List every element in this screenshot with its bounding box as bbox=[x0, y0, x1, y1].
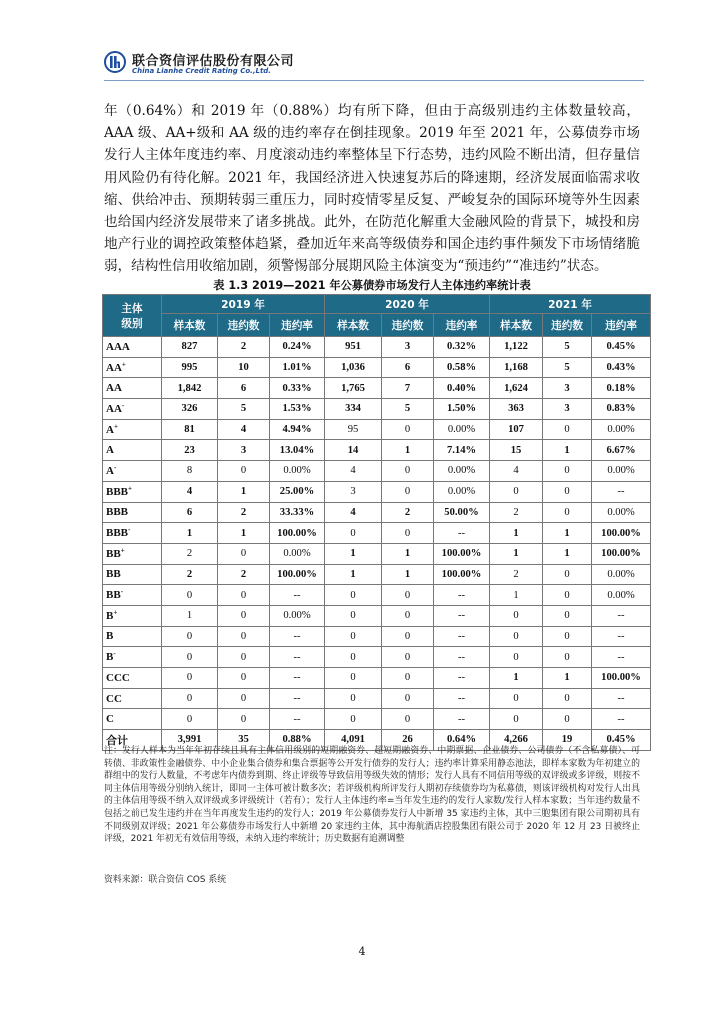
value-cell: 0 bbox=[490, 709, 543, 730]
value-cell: 1,168 bbox=[490, 357, 543, 378]
grade-cell bbox=[103, 709, 162, 730]
value-cell: 6 bbox=[382, 357, 434, 378]
value-cell: 0.40% bbox=[434, 378, 490, 399]
value-cell: 0 bbox=[382, 647, 434, 668]
grade-label: BBB bbox=[106, 485, 129, 498]
value-cell: 25.00% bbox=[270, 481, 325, 502]
value-cell: -- bbox=[270, 688, 325, 709]
value-cell: 1 bbox=[490, 543, 543, 564]
value-cell: 0 bbox=[218, 585, 270, 606]
grade-modifier: + bbox=[121, 359, 126, 368]
value-cell: 0 bbox=[162, 585, 218, 606]
value-cell: 0 bbox=[162, 709, 218, 730]
value-cell: 1.53% bbox=[270, 399, 325, 420]
value-cell: 7 bbox=[382, 378, 434, 399]
value-cell: 0 bbox=[325, 668, 382, 689]
value-cell: 0 bbox=[218, 543, 270, 564]
value-cell: -- bbox=[434, 605, 490, 626]
table-row bbox=[103, 378, 651, 399]
grade-cell bbox=[103, 440, 162, 461]
value-cell: 0 bbox=[382, 688, 434, 709]
total-value-cell: 4,091 bbox=[325, 730, 382, 751]
page-number: 4 bbox=[358, 945, 366, 958]
sub-header-defaults: 违约数 bbox=[218, 314, 270, 337]
value-cell: 0 bbox=[218, 668, 270, 689]
table-row bbox=[103, 668, 651, 689]
grade-cell bbox=[103, 399, 162, 420]
total-value-cell: 35 bbox=[218, 730, 270, 751]
value-cell: -- bbox=[270, 626, 325, 647]
value-cell: 0 bbox=[543, 709, 592, 730]
value-cell: 1 bbox=[543, 440, 592, 461]
grade-modifier: - bbox=[113, 463, 117, 472]
value-cell: 100.00% bbox=[270, 523, 325, 544]
value-cell: 995 bbox=[162, 357, 218, 378]
value-cell: 13.04% bbox=[270, 440, 325, 461]
value-cell: 2 bbox=[218, 337, 270, 358]
value-cell: 1 bbox=[382, 440, 434, 461]
grade-label: AA bbox=[106, 402, 122, 415]
grade-cell bbox=[103, 502, 162, 523]
value-cell: -- bbox=[270, 709, 325, 730]
value-cell: 0 bbox=[543, 502, 592, 523]
value-cell: 0.00% bbox=[434, 481, 490, 502]
value-cell: 0 bbox=[325, 605, 382, 626]
value-cell: 0 bbox=[218, 605, 270, 626]
value-cell: 0.45% bbox=[592, 337, 651, 358]
grade-label: A bbox=[106, 444, 114, 457]
page-header bbox=[104, 50, 644, 82]
value-cell: 81 bbox=[162, 419, 218, 440]
value-cell: 5 bbox=[543, 337, 592, 358]
value-cell: -- bbox=[592, 481, 651, 502]
sub-header-sample: 样本数 bbox=[162, 314, 218, 337]
value-cell: 326 bbox=[162, 399, 218, 420]
value-cell: -- bbox=[270, 647, 325, 668]
value-cell: 1,842 bbox=[162, 378, 218, 399]
value-cell: 2 bbox=[382, 502, 434, 523]
value-cell: 3 bbox=[382, 337, 434, 358]
value-cell: 363 bbox=[490, 399, 543, 420]
value-cell: 100.00% bbox=[434, 564, 490, 585]
value-cell: 0.43% bbox=[592, 357, 651, 378]
value-cell: 15 bbox=[490, 440, 543, 461]
grade-label: BB bbox=[106, 589, 121, 602]
value-cell: 3 bbox=[543, 399, 592, 420]
value-cell: 0 bbox=[490, 688, 543, 709]
value-cell: 0.00% bbox=[270, 543, 325, 564]
value-cell: 0 bbox=[382, 668, 434, 689]
value-cell: 1 bbox=[490, 668, 543, 689]
value-cell: 0 bbox=[325, 709, 382, 730]
table-caption: 表 1.3 2019—2021 年公募债券市场发行人主体违约率统计表 bbox=[213, 279, 531, 292]
value-cell: 0.00% bbox=[592, 564, 651, 585]
value-cell: 1,036 bbox=[325, 357, 382, 378]
value-cell: 2 bbox=[490, 502, 543, 523]
value-cell: 0 bbox=[382, 626, 434, 647]
value-cell: 3 bbox=[325, 481, 382, 502]
value-cell: 0 bbox=[325, 585, 382, 606]
value-cell: 0 bbox=[490, 605, 543, 626]
grade-label: B bbox=[106, 630, 114, 643]
value-cell: 4.94% bbox=[270, 419, 325, 440]
table-row bbox=[103, 461, 651, 482]
grade-modifier: + bbox=[113, 608, 118, 617]
value-cell: 334 bbox=[325, 399, 382, 420]
total-label: 合计 bbox=[103, 730, 162, 751]
value-cell: 1 bbox=[325, 543, 382, 564]
value-cell: 100.00% bbox=[270, 564, 325, 585]
year-header-2021: 2021 年 bbox=[490, 295, 651, 314]
value-cell: 0 bbox=[162, 688, 218, 709]
header-divider bbox=[104, 80, 644, 81]
value-cell: -- bbox=[434, 668, 490, 689]
value-cell: 0 bbox=[543, 481, 592, 502]
table-row bbox=[103, 605, 651, 626]
value-cell: 1 bbox=[543, 523, 592, 544]
value-cell: -- bbox=[592, 709, 651, 730]
value-cell: 3 bbox=[218, 440, 270, 461]
value-cell: 1.50% bbox=[434, 399, 490, 420]
value-cell: 2 bbox=[218, 564, 270, 585]
grade-header-line1: 主体 bbox=[121, 302, 143, 315]
value-cell: -- bbox=[434, 626, 490, 647]
total-value-cell: 0.88% bbox=[270, 730, 325, 751]
value-cell: 0 bbox=[382, 709, 434, 730]
sub-header-rate: 违约率 bbox=[270, 314, 325, 337]
sub-header-sample: 样本数 bbox=[325, 314, 382, 337]
value-cell: -- bbox=[270, 585, 325, 606]
value-cell: -- bbox=[592, 605, 651, 626]
value-cell: 1 bbox=[162, 605, 218, 626]
value-cell: 1 bbox=[490, 585, 543, 606]
value-cell: 5 bbox=[382, 399, 434, 420]
table-row bbox=[103, 419, 651, 440]
value-cell: 0.00% bbox=[592, 419, 651, 440]
grade-cell bbox=[103, 357, 162, 378]
value-cell: 0 bbox=[490, 647, 543, 668]
value-cell: 14 bbox=[325, 440, 382, 461]
grade-label: BB bbox=[106, 547, 121, 560]
value-cell: 0.18% bbox=[592, 378, 651, 399]
value-cell: 23 bbox=[162, 440, 218, 461]
value-cell: 33.33% bbox=[270, 502, 325, 523]
value-cell: 100.00% bbox=[592, 668, 651, 689]
value-cell: 1 bbox=[382, 564, 434, 585]
value-cell: 100.00% bbox=[592, 543, 651, 564]
value-cell: 0.00% bbox=[592, 585, 651, 606]
value-cell: 0 bbox=[543, 419, 592, 440]
sub-header-defaults: 违约数 bbox=[382, 314, 434, 337]
value-cell: 1 bbox=[490, 523, 543, 544]
grade-cell bbox=[103, 626, 162, 647]
value-cell: 0 bbox=[382, 481, 434, 502]
grade-modifier: + bbox=[120, 546, 125, 555]
grade-modifier: - bbox=[113, 649, 116, 658]
value-cell: 0 bbox=[490, 481, 543, 502]
table-row bbox=[103, 543, 651, 564]
value-cell: 50.00% bbox=[434, 502, 490, 523]
value-cell: 0 bbox=[382, 585, 434, 606]
grade-cell bbox=[103, 668, 162, 689]
value-cell: 0 bbox=[382, 605, 434, 626]
grade-cell bbox=[103, 419, 162, 440]
value-cell: 1 bbox=[382, 543, 434, 564]
grade-cell bbox=[103, 564, 162, 585]
body-paragraph bbox=[104, 100, 640, 278]
grade-label: CC bbox=[106, 692, 122, 705]
value-cell: 1 bbox=[543, 543, 592, 564]
table-row bbox=[103, 399, 651, 420]
value-cell: 1,122 bbox=[490, 337, 543, 358]
value-cell: 827 bbox=[162, 337, 218, 358]
total-value-cell: 4,266 bbox=[490, 730, 543, 751]
grade-header-line2: 级别 bbox=[121, 317, 143, 330]
value-cell: 0 bbox=[162, 668, 218, 689]
value-cell: 1 bbox=[218, 523, 270, 544]
value-cell: 0.00% bbox=[434, 419, 490, 440]
value-cell: -- bbox=[592, 647, 651, 668]
grade-cell bbox=[103, 543, 162, 564]
total-value-cell: 19 bbox=[543, 730, 592, 751]
grade-label: BBB bbox=[106, 506, 129, 519]
value-cell: -- bbox=[592, 626, 651, 647]
value-cell: -- bbox=[434, 585, 490, 606]
grade-cell bbox=[103, 337, 162, 358]
value-cell: 4 bbox=[490, 461, 543, 482]
table-row bbox=[103, 626, 651, 647]
grade-label: AAA bbox=[106, 340, 130, 353]
sub-header-rate: 违约率 bbox=[434, 314, 490, 337]
value-cell: 0 bbox=[325, 523, 382, 544]
value-cell: 2 bbox=[218, 502, 270, 523]
grade-label: C bbox=[106, 713, 114, 726]
value-cell: 0 bbox=[382, 523, 434, 544]
value-cell: 5 bbox=[543, 357, 592, 378]
grade-label: BB bbox=[106, 568, 121, 581]
grade-label: A bbox=[106, 423, 114, 436]
value-cell: -- bbox=[434, 709, 490, 730]
total-value-cell: 0.64% bbox=[434, 730, 490, 751]
value-cell: 0 bbox=[218, 688, 270, 709]
value-cell: 0.24% bbox=[270, 337, 325, 358]
value-cell: -- bbox=[592, 688, 651, 709]
value-cell: 0.00% bbox=[592, 502, 651, 523]
value-cell: 6.67% bbox=[592, 440, 651, 461]
value-cell: 100.00% bbox=[434, 543, 490, 564]
table-row bbox=[103, 502, 651, 523]
value-cell: 0 bbox=[382, 419, 434, 440]
table-row bbox=[103, 585, 651, 606]
value-cell: 0.00% bbox=[270, 605, 325, 626]
grade-cell bbox=[103, 688, 162, 709]
value-cell: 95 bbox=[325, 419, 382, 440]
value-cell: 0 bbox=[218, 709, 270, 730]
table-row bbox=[103, 688, 651, 709]
value-cell: 6 bbox=[218, 378, 270, 399]
table-row bbox=[103, 523, 651, 544]
grade-label: CCC bbox=[106, 671, 130, 684]
value-cell: 0.00% bbox=[270, 461, 325, 482]
value-cell: -- bbox=[434, 688, 490, 709]
table-row bbox=[103, 564, 651, 585]
value-cell: 0 bbox=[543, 605, 592, 626]
total-value-cell: 0.45% bbox=[592, 730, 651, 751]
table-body bbox=[103, 337, 651, 751]
value-cell: 100.00% bbox=[592, 523, 651, 544]
grade-label: B bbox=[106, 651, 114, 664]
grade-cell bbox=[103, 523, 162, 544]
table-row bbox=[103, 647, 651, 668]
value-cell: 0 bbox=[543, 461, 592, 482]
value-cell: 0 bbox=[543, 585, 592, 606]
value-cell: 1 bbox=[543, 668, 592, 689]
value-cell: 2 bbox=[162, 543, 218, 564]
grade-label: AA bbox=[106, 382, 122, 395]
table-row bbox=[103, 337, 651, 358]
table-row bbox=[103, 481, 651, 502]
grade-modifier: - bbox=[120, 587, 124, 596]
value-cell: 107 bbox=[490, 419, 543, 440]
value-cell: -- bbox=[434, 523, 490, 544]
grade-label: A bbox=[106, 464, 114, 477]
value-cell: 1,765 bbox=[325, 378, 382, 399]
value-cell: 10 bbox=[218, 357, 270, 378]
value-cell: 7.14% bbox=[434, 440, 490, 461]
table-row bbox=[103, 709, 651, 730]
grade-modifier: - bbox=[128, 525, 131, 534]
total-value-cell: 3,991 bbox=[162, 730, 218, 751]
value-cell: 0.83% bbox=[592, 399, 651, 420]
value-cell: -- bbox=[434, 647, 490, 668]
value-cell: 0 bbox=[325, 626, 382, 647]
value-cell: 0 bbox=[543, 688, 592, 709]
grade-label: AA bbox=[106, 361, 122, 374]
year-header-2019: 2019 年 bbox=[162, 295, 325, 314]
table-row bbox=[103, 357, 651, 378]
grade-cell bbox=[103, 585, 162, 606]
value-cell: 0 bbox=[382, 461, 434, 482]
value-cell: 2 bbox=[490, 564, 543, 585]
value-cell: 951 bbox=[325, 337, 382, 358]
value-cell: 0 bbox=[162, 626, 218, 647]
grade-header bbox=[103, 295, 162, 337]
value-cell: 0 bbox=[218, 647, 270, 668]
value-cell: 0.32% bbox=[434, 337, 490, 358]
grade-cell bbox=[103, 647, 162, 668]
value-cell: 0 bbox=[490, 626, 543, 647]
value-cell: 1.01% bbox=[270, 357, 325, 378]
grade-modifier: + bbox=[128, 484, 133, 492]
grade-cell bbox=[103, 605, 162, 626]
value-cell: 0.58% bbox=[434, 357, 490, 378]
grade-cell bbox=[103, 461, 162, 482]
value-cell: 0 bbox=[218, 626, 270, 647]
value-cell: 0 bbox=[325, 647, 382, 668]
value-cell: 2 bbox=[162, 564, 218, 585]
value-cell: 4 bbox=[218, 419, 270, 440]
table-row bbox=[103, 440, 651, 461]
value-cell: 1 bbox=[218, 481, 270, 502]
value-cell: 4 bbox=[325, 502, 382, 523]
value-cell: 0 bbox=[162, 647, 218, 668]
data-source: 资料来源：联合资信 COS 系统 bbox=[104, 875, 227, 885]
value-cell: 3 bbox=[543, 378, 592, 399]
value-cell: 0.00% bbox=[592, 461, 651, 482]
value-cell: 4 bbox=[325, 461, 382, 482]
default-rate-table bbox=[102, 294, 651, 751]
value-cell: 6 bbox=[162, 502, 218, 523]
value-cell: 8 bbox=[162, 461, 218, 482]
value-cell: -- bbox=[270, 668, 325, 689]
value-cell: 0 bbox=[218, 461, 270, 482]
year-header-2020: 2020 年 bbox=[325, 295, 490, 314]
value-cell: 4 bbox=[162, 481, 218, 502]
table-note: 注：发行人样本为当年年初存续且具有主体信用级别的短期融资券、超短期融资券、中期票据、企业债券、公司债券（不含私募债）、可转债、非政策性金融债券、中小企业集合债券和集合票据等公开发行债券的发行人；违约率计算采用静态池法，即样本家数为年初建立的群组中的发行人数量，不考虑年内债券到期、终止评级等导致信用等级失效的情形；发行人具有不同信用等级的双评级或多评级，则按不同主体信用等级分别纳入统计，即同一主体可被计数多次；若评级机构所评发行人期初存续债券均为私募债，则该评级机构对发行人出具的主体信用等级不纳入双评级或多评级统计（若有）；发行人主体违约率=当年发生违约的发行人家数/发行人样本家数；当年违约数量不包括之前已发生违约并在当年再度发生违约的发行人；2019 年公募债券发行人中新增 35 家违约主体，其中三胞集团有限公司期初具有不同级别双评级；2021 年公募债券市场发行人中新增 20 家违约主体，其中海航酒店控股集团有限公司于 2020 年 12 月 23 日被终止评级，2021 年初无有效信用等级，未纳入违约率统计；历史数据有追溯调整 bbox=[104, 746, 640, 845]
value-cell: 0.33% bbox=[270, 378, 325, 399]
company-name-cn: 联合资信评估股份有限公司 bbox=[132, 54, 295, 69]
company-name-en: China Lianhe Credit Rating Co.,Ltd. bbox=[132, 67, 271, 75]
value-cell: 0.00% bbox=[434, 461, 490, 482]
grade-label: BBB bbox=[106, 527, 129, 540]
value-cell: 1 bbox=[162, 523, 218, 544]
grade-modifier: - bbox=[121, 401, 125, 410]
value-cell: 0 bbox=[325, 688, 382, 709]
sub-header-rate: 违约率 bbox=[592, 314, 651, 337]
sub-header-sample: 样本数 bbox=[490, 314, 543, 337]
value-cell: 5 bbox=[218, 399, 270, 420]
lianhe-logo-icon bbox=[104, 51, 126, 73]
value-cell: 0 bbox=[543, 564, 592, 585]
sub-header-defaults: 违约数 bbox=[543, 314, 592, 337]
grade-cell bbox=[103, 378, 162, 399]
value-cell: 1,624 bbox=[490, 378, 543, 399]
value-cell: 0 bbox=[543, 647, 592, 668]
value-cell: 1 bbox=[325, 564, 382, 585]
grade-label: B bbox=[106, 609, 114, 622]
grade-cell bbox=[103, 481, 162, 502]
grade-modifier: + bbox=[113, 421, 118, 430]
value-cell: 0 bbox=[543, 626, 592, 647]
total-value-cell: 26 bbox=[382, 730, 434, 751]
paragraph-text: 年（0.64%）和 2019 年（0.88%）均有所下降，但由于高级别违约主体数量较高，AAA 级、AA+级和 AA 级的违约率存在倒挂现象。2019 年至 2021 年，公募债券市场发行人主体年度违约率、月度滚动违约率整体呈下行态势，违约风险不断出清，但存量信用风险仍有待化解。2021 年，我国经济进入快速复苏后的降速期，经济发展面临需求收缩、供给冲击、预期转弱三重压力，同时疫情零星反复、严峻复杂的国际环境等外生因素也给国内经济发展带来了诸多挑战。此外，在防范化解重大金融风险的背景下，城投和房地产行业的调控政策整体趋紧，叠加近年来高等级债券和国企违约事件频发下市场情绪脆弱，结构性信用收缩加剧，须警惕部分展期风险主体演变为“预违约”“准违约”状态。 bbox=[104, 103, 640, 275]
